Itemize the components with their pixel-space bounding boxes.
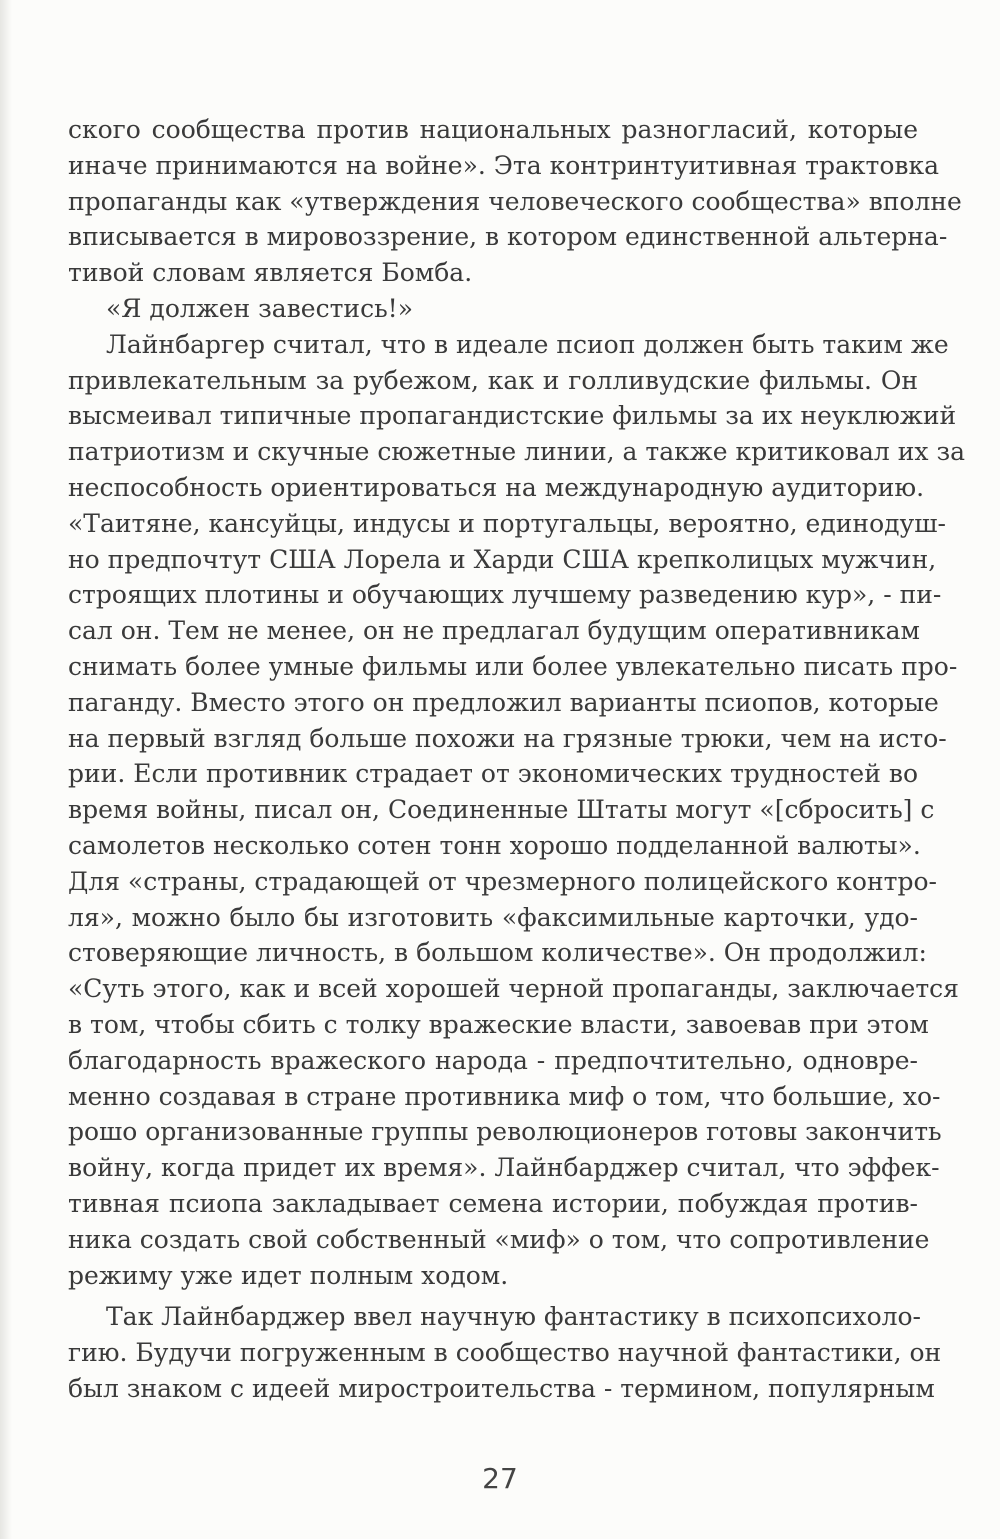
text-line: тивная псиопа закладывает семена истории, побуждая против- bbox=[68, 1188, 918, 1218]
text-line: в том, чтобы сбить с толку вражеские власти, завоевав при этом bbox=[68, 1009, 929, 1039]
text-line: снимать более умные фильмы или более увлекательно писать про- bbox=[68, 651, 958, 681]
text-line: рии. Если противник страдает от экономических трудностей во bbox=[68, 759, 918, 789]
text-line: тивой словам является Бомба. bbox=[68, 258, 473, 288]
text-line: гию. Будучи погруженным в сообщество научной фантастики, он bbox=[68, 1338, 942, 1368]
text-line: пропаганды как «утверждения человеческого сообщества» вполне bbox=[68, 186, 962, 216]
text-line: строящих плотины и обучающих лучшему разведению кур», - пи- bbox=[68, 580, 942, 610]
text-line: Лайнбаргер считал, что в идеале псиоп должен быть таким же bbox=[106, 329, 949, 359]
text-line: сал он. Тем не менее, он не предлагал будущим оперативникам bbox=[68, 616, 920, 646]
paragraph-4 bbox=[68, 1299, 942, 1406]
text-line: «Суть этого, как и всей хорошей черной пропаганды, заключается bbox=[68, 974, 959, 1004]
text-line: высмеивал типичные пропагандистские фильмы за их неуклюжий bbox=[68, 401, 957, 431]
text-line: время войны, писал он, Соединенные Штаты могут «[сбросить] с bbox=[68, 795, 935, 825]
text-line: ского сообщества против национальных разногласий, которые bbox=[68, 115, 918, 144]
text-line: Для «страны, страдающей от чрезмерного полицейского контро- bbox=[68, 866, 937, 896]
text-line: Так Лайнбарджер ввел научную фантастику в психопсихоло- bbox=[106, 1302, 922, 1332]
paragraph-3 bbox=[68, 327, 965, 1294]
text-line: «Таитяне, кансуйцы, индусы и португальцы, вероятно, единодуш- bbox=[68, 508, 946, 538]
text-line: был знаком с идеей миростроительства - термином, популярным bbox=[68, 1373, 935, 1403]
page-edge bbox=[0, 0, 12, 1539]
paragraph-1 bbox=[68, 112, 962, 291]
text-line: рошо организованные группы революционеров готовы закончить bbox=[68, 1117, 942, 1147]
text-line: иначе принимаются на войне». Эта контринтуитивная трактовка bbox=[68, 150, 939, 180]
text-line: войну, когда придет их время». Лайнбарджер считал, что эффек- bbox=[68, 1153, 940, 1183]
body-text bbox=[68, 112, 965, 1407]
text-line: привлекательным за рубежом, как и голливудские фильмы. Он bbox=[68, 365, 918, 395]
text-line: неспособность ориентироваться на международную аудиторию. bbox=[68, 472, 925, 502]
text-line: менно создавая в стране противника миф о том, что большие, хо- bbox=[68, 1081, 941, 1111]
text-line: ля», можно было бы изготовить «факсимильные карточки, удо- bbox=[68, 902, 918, 932]
text-line: паганду. Вместо этого он предложил варианты псиопов, которые bbox=[68, 687, 939, 717]
text-line: на первый взгляд больше похожи на грязные трюки, чем на исто- bbox=[68, 723, 947, 753]
text-line: благодарность вражеского народа - предпочтительно, одновре- bbox=[68, 1045, 918, 1075]
text-line: «Я должен завестись!» bbox=[106, 293, 414, 323]
text-line: вписывается в мировоззрение, в котором единственной альтерна- bbox=[68, 222, 948, 252]
text-line: режиму уже идет полным ходом. bbox=[68, 1260, 509, 1290]
page-number: 27 bbox=[482, 1462, 518, 1495]
text-line: стоверяющие личность, в большом количестве». Он продолжил: bbox=[68, 938, 927, 968]
text-line: ника создать свой собственный «миф» о том, что сопротивление bbox=[68, 1224, 930, 1254]
text-line: самолетов несколько сотен тонн хорошо подделанной валюты». bbox=[68, 830, 921, 860]
text-line: но предпочтут США Лорела и Харди США крепколицых мужчин, bbox=[68, 544, 937, 574]
text-line: патриотизм и скучные сюжетные линии, а также критиковал их за bbox=[68, 437, 965, 467]
paragraph-2 bbox=[68, 291, 918, 327]
